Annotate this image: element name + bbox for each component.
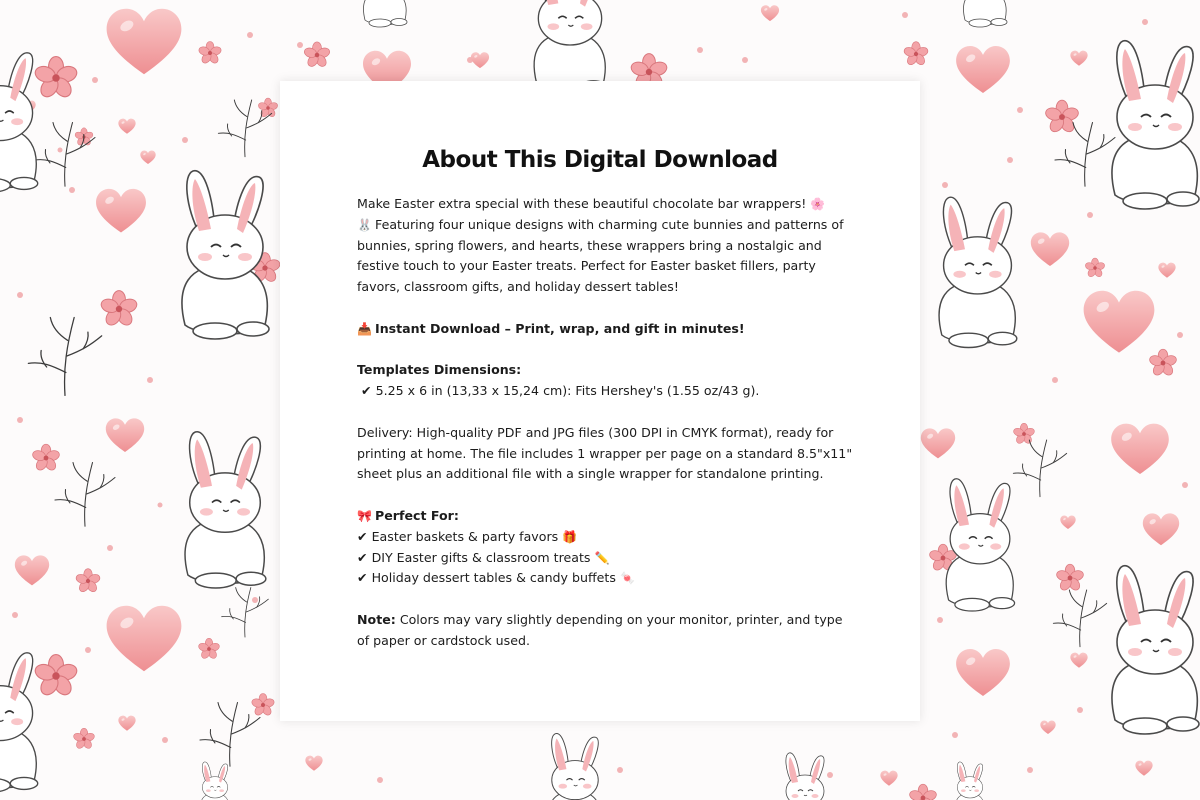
intro-paragraph (357, 194, 857, 298)
candy-icon: 🍬 (619, 571, 635, 586)
intro-text-2: Featuring four unique designs with charming cute bunnies and patterns of bunnies, spring flowers, and hearts, these wrappers bring a nostalgic and festive touch to your Easter treats. Perfect for Easter basket fillers, party favors, classroom gifts, and holiday dessert tables! (357, 216, 844, 295)
note-label: Note: (357, 611, 396, 627)
list-item (357, 568, 857, 589)
pencil-icon: ✏️ (594, 550, 610, 565)
intro-text-1: Make Easter extra special with these beautiful chocolate bar wrappers! (357, 196, 807, 211)
instant-download-text: Instant Download – Print, wrap, and gift in minutes! (375, 320, 745, 336)
list-item-text: DIY Easter gifts & classroom treats (371, 549, 591, 565)
templates-section (357, 360, 857, 402)
delivery-paragraph: Delivery: High-quality PDF and JPG files (300 DPI in CMYK format), ready for printing at home. The file includes 1 wrapper per page on a standard 8.5"x11" sheet plus an additional file with a single wrapper for standalone printing. (357, 424, 853, 482)
card-content (357, 194, 857, 652)
templates-item: 5.25 x 6 in (13,33 x 15,24 cm): Fits Hershey's (1.55 oz/43 g). (375, 383, 760, 399)
list-item-text: Holiday dessert tables & candy buffets (371, 570, 616, 586)
note-text: Colors may vary slightly depending on your monitor, printer, and type of paper or cardstock used. (357, 611, 843, 648)
download-tray-icon: 📥 (357, 321, 372, 336)
checkmark-icon: ✔ (357, 570, 368, 586)
checkmark-icon: ✔ (357, 528, 368, 544)
gift-icon: 🎁 (562, 529, 578, 544)
instant-download-line (357, 319, 857, 340)
checkmark-icon: ✔ (357, 549, 368, 565)
description-card (280, 81, 920, 721)
list-item (357, 527, 857, 548)
card-title: About This Digital Download (422, 147, 778, 173)
perfect-for-heading: Perfect For: (375, 507, 459, 523)
list-item (357, 548, 857, 569)
note-paragraph (357, 610, 857, 652)
cherry-blossom-icon: 🌸 (810, 197, 826, 211)
perfect-for-section (357, 506, 857, 589)
templates-heading: Templates Dimensions: (357, 362, 522, 378)
rabbit-icon: 🐰 (357, 217, 372, 232)
checkmark-icon: ✔ (361, 383, 372, 399)
list-item-text: Easter baskets & party favors (371, 528, 559, 544)
ribbon-icon: 🎀 (357, 508, 372, 523)
